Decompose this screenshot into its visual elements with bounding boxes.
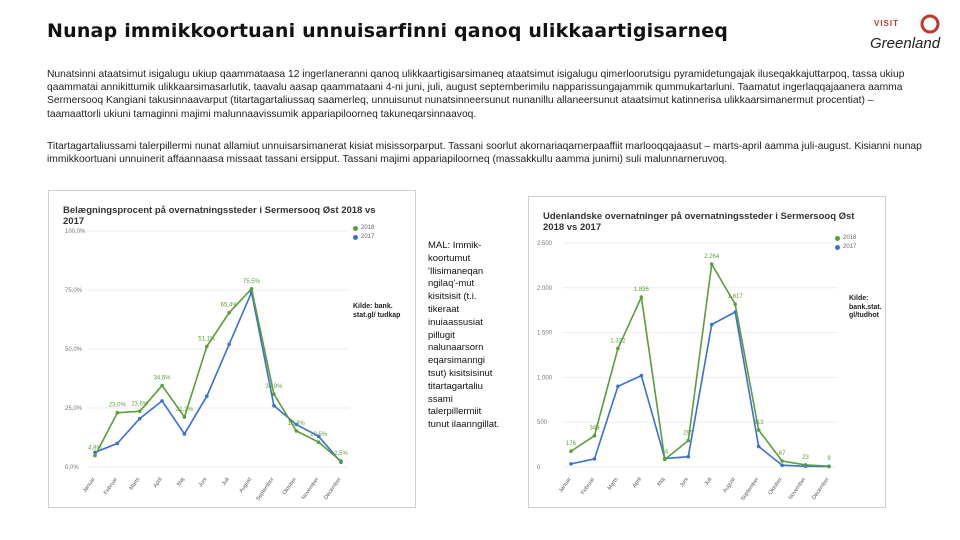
data-label-2018: 34,5% xyxy=(153,375,171,382)
legend-label-2018: 2018 xyxy=(843,235,857,241)
x-tick-label: Februar xyxy=(103,476,120,496)
data-point-2018 xyxy=(272,392,276,396)
series-line-2017 xyxy=(95,292,341,462)
data-point-2017 xyxy=(780,463,784,467)
foreign-overnights-chart-plot xyxy=(529,197,885,507)
x-tick-label: August xyxy=(238,476,254,495)
svg-text:VISIT: VISIT xyxy=(874,19,900,28)
data-label-2018: 67 xyxy=(778,450,786,457)
x-tick-label: Juni xyxy=(679,476,690,489)
data-point-2017 xyxy=(593,457,597,461)
y-tick-label: 2.500 xyxy=(537,241,553,247)
data-point-2017 xyxy=(227,342,231,346)
y-tick-label: 0,0% xyxy=(65,465,79,471)
data-point-2018 xyxy=(640,295,644,299)
data-point-2018 xyxy=(317,440,321,444)
data-label-2018: 1.817 xyxy=(727,294,743,301)
y-tick-label: 500 xyxy=(537,420,548,427)
data-point-2018 xyxy=(733,302,737,306)
legend-label-2017: 2017 xyxy=(361,234,375,240)
x-tick-label: September xyxy=(739,476,761,503)
x-tick-label: September xyxy=(255,476,276,503)
chart-title: Belægningsprocent på overnatningssteder i Sermersooq Øst 2018 vs 2017 xyxy=(63,205,376,227)
x-tick-label: Februar xyxy=(580,476,597,496)
intro-paragraph: Nunatsinni ataatsimut isigalugu ukiup qaammataasa 12 ingerlaneranni qanoq ulikkaartigisarsimaneq ataatsimut isigalugu qimerloorutsigu pyramidetungajak iluseqakkajuttarpoq, tassa ukiup qaammatai annikittumik ulikkaarsimasarlutik, taavalu aasap qaammataani 4-ni juni, juli, august septemberimilu napparissungajammik qummukartarluni. Taamatut ingerlaqqajaanera aamma Sermersooq Kangiani takusinnaavarput (titartagartaliussaq saamerleq, unnuisunut nunatsinneersunut nunanillu allaneersunut ataatsimut katinnerisa ulikkaarsimanermut procentiat) – taamaattorli ukiuni tamaginni majimi malunnaavissumik appariapiloorneq takuneqarsinnaavoq. xyxy=(47,69,905,120)
data-point-2017 xyxy=(272,404,276,408)
data-point-2018 xyxy=(569,449,573,453)
x-tick-label: Juli xyxy=(703,476,714,487)
x-tick-label: Oktober xyxy=(281,476,298,497)
x-tick-label: Juni xyxy=(197,476,209,489)
svg-text:Greenland: Greenland xyxy=(870,35,941,52)
x-tick-label: April xyxy=(631,476,644,490)
foreign-overnights-chart xyxy=(528,196,886,508)
y-tick-label: 75,0% xyxy=(65,288,83,294)
x-tick-label: Januar xyxy=(82,476,97,494)
data-label-2018: 295 xyxy=(683,430,694,437)
data-point-2018 xyxy=(138,410,142,414)
y-tick-label: 1.000 xyxy=(537,375,553,382)
data-point-2017 xyxy=(569,462,573,466)
legend-label-2017: 2017 xyxy=(843,244,857,250)
chart-legend xyxy=(835,235,856,253)
chart-legend xyxy=(353,225,374,243)
data-point-2018 xyxy=(93,454,97,458)
data-label-2018: 176 xyxy=(565,441,577,448)
legend-swatch-2018 xyxy=(835,236,840,241)
data-point-2018 xyxy=(250,287,254,291)
legend-swatch-2018 xyxy=(353,226,358,231)
data-label-2018: 51,1% xyxy=(198,336,216,343)
data-point-2017 xyxy=(160,399,164,403)
legend-swatch-2017 xyxy=(353,235,358,240)
data-label-2018: 2.264 xyxy=(704,254,720,261)
data-point-2017 xyxy=(757,445,761,449)
x-tick-label: November xyxy=(787,476,808,501)
data-label-2018: 23,0% xyxy=(108,402,126,409)
x-tick-label: December xyxy=(811,476,831,501)
x-tick-label: Marts xyxy=(128,476,142,492)
legend-swatch-2017 xyxy=(835,245,840,250)
y-tick-label: 2.000 xyxy=(537,285,553,292)
series-line-2018 xyxy=(571,264,829,466)
data-label-2018: 10,5% xyxy=(310,432,328,439)
data-point-2018 xyxy=(294,429,298,433)
x-tick-label: Marts xyxy=(606,476,620,492)
data-label-2018: 4,8% xyxy=(88,445,102,452)
chart-source: Kilde: bank. stat.gl/ tudkap xyxy=(353,303,401,319)
x-tick-label: Januar xyxy=(558,476,573,494)
data-point-2018 xyxy=(663,458,667,462)
occupancy-chart xyxy=(48,190,416,508)
data-label-2018: 413 xyxy=(753,419,764,426)
data-point-2018 xyxy=(827,464,831,468)
data-point-2017 xyxy=(116,442,120,446)
data-point-2017 xyxy=(183,432,187,436)
data-point-2018 xyxy=(757,428,761,432)
data-point-2018 xyxy=(593,434,597,438)
data-point-2017 xyxy=(138,417,142,421)
logo-sun-icon xyxy=(922,16,938,32)
x-tick-label: April xyxy=(152,476,164,490)
data-label-2018: 9 xyxy=(827,456,831,463)
data-point-2018 xyxy=(227,311,231,315)
data-point-2018 xyxy=(116,411,120,415)
data-label-2018: 75,5% xyxy=(243,278,261,285)
data-point-2017 xyxy=(710,323,714,327)
data-point-2018 xyxy=(804,463,808,467)
x-tick-label: December xyxy=(323,476,343,501)
data-label-2018: 23,6% xyxy=(131,401,149,408)
data-label-2018: 2,5% xyxy=(334,451,348,458)
chart-source: Kilde: bank.stat. gl/tudhot xyxy=(849,295,882,319)
data-point-2018 xyxy=(160,384,164,388)
series-line-2018 xyxy=(95,289,341,461)
x-tick-label: August xyxy=(722,476,737,495)
y-tick-label: 1.500 xyxy=(537,330,553,337)
chart-description-paragraph: Titartagartaliussami talerpillermi nunat allamiut unnuisarsimanerat kisiat misissorparput. Tassani soorlut akornariaqarnerpaaffiit marlooqqajaasut – marts-april aamma juli-august. Kisiannі nunap immikkoortuani unnuinerit affaannaasa missaat tassani ersipput. Tassani majimi appariapiloorneq (massakkullu aamma junimi) suli malunnarneruvoq. xyxy=(47,141,922,166)
series-line-2017 xyxy=(571,312,829,467)
data-label-2018: 1.322 xyxy=(610,338,626,345)
data-point-2018 xyxy=(183,415,187,419)
data-point-2018 xyxy=(616,347,620,351)
data-label-2018: 1.896 xyxy=(633,287,649,294)
y-tick-label: 100,0% xyxy=(65,229,86,235)
data-point-2018 xyxy=(205,345,209,349)
y-tick-label: 50,0% xyxy=(65,347,83,353)
data-point-2017 xyxy=(616,385,620,389)
chart-title: Udenlandske overnatninger på overnatningssteder i Sermersooq Øst 2018 vs 2017 xyxy=(543,211,855,233)
data-label-2018: 23 xyxy=(802,454,809,461)
x-tick-label: Maj xyxy=(176,476,187,488)
data-point-2018 xyxy=(339,459,343,463)
legend-label-2018: 2018 xyxy=(361,225,375,231)
footnote: MAL: Immik-koortumut 'Ilisimaneqan ngilaq'-mut kisitsisit (t.i. tikeraat inuiaassusiat pillugit nalunaarsorn eqarsimanngi tsut) kisitsisinut titartagartaliu ssami talerpillermiit tunut ilaanngillat. xyxy=(428,240,500,431)
y-tick-label: 25,0% xyxy=(65,406,83,412)
visit-greenland-logo xyxy=(868,14,946,56)
data-point-2018 xyxy=(710,262,714,266)
data-label-2018: 65,4% xyxy=(220,302,238,309)
data-label-2018: 15,3% xyxy=(287,420,305,427)
x-tick-label: Maj xyxy=(656,476,667,488)
x-tick-label: Juli xyxy=(221,476,231,487)
y-tick-label: 0 xyxy=(537,465,541,471)
data-point-2018 xyxy=(780,459,784,463)
data-label-2018: 349 xyxy=(589,425,600,432)
data-point-2018 xyxy=(686,439,690,443)
data-label-2018: 30,9% xyxy=(265,384,283,391)
data-point-2017 xyxy=(205,394,209,398)
x-tick-label: November xyxy=(300,476,321,501)
data-point-2017 xyxy=(640,374,644,378)
x-tick-label: Oktober xyxy=(767,476,784,497)
page-title: Nunap immikkoortuani unnuisarfinni qanoq ulikkaartigisarneq xyxy=(47,20,729,42)
data-label-2018: 21,2% xyxy=(175,406,193,413)
data-point-2017 xyxy=(686,455,690,459)
data-label-2018: 84 xyxy=(661,449,669,456)
